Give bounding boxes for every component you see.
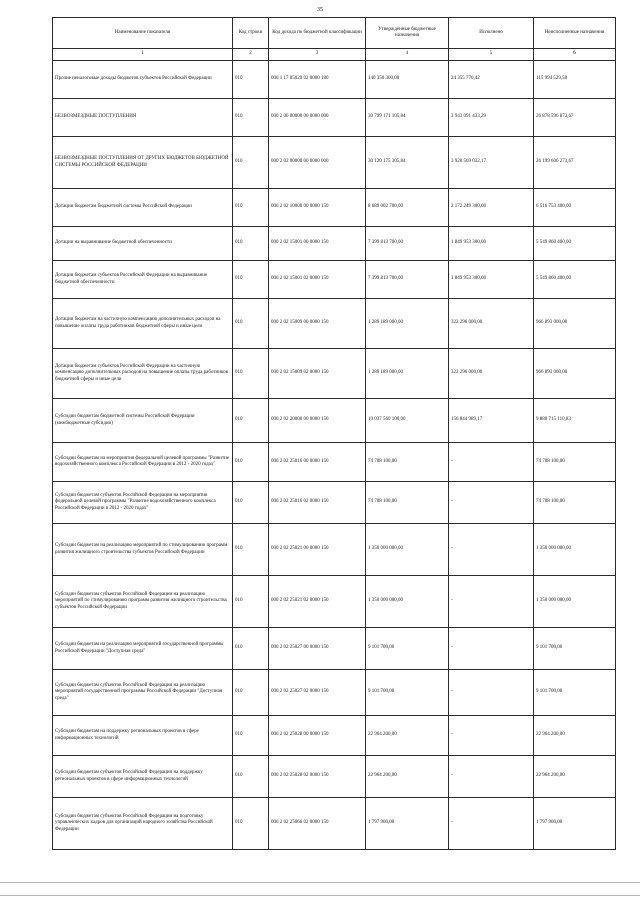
- income-code-cell: 000 2 02 25028 00 0000 150: [269, 716, 366, 756]
- income-code-cell: 000 1 17 05020 02 0000 180: [269, 61, 366, 99]
- scan-edge-line: [0, 882, 640, 883]
- executed-cell: 322 296 000,00: [449, 349, 534, 399]
- table-row: [53, 670, 616, 716]
- table-row: [53, 756, 616, 798]
- income-code-cell: 000 2 02 25027 00 0000 150: [269, 628, 366, 670]
- column-number: 2: [233, 49, 269, 61]
- approved-cell: 1 350 000 000,00: [366, 576, 449, 628]
- unexecuted-cell: 22 964 200,00: [534, 756, 616, 798]
- approved-cell: 1 289 189 000,00: [366, 299, 449, 349]
- executed-cell: -: [449, 482, 534, 524]
- unexecuted-cell: 74 708 100,00: [534, 443, 616, 482]
- line-code-cell: 010: [233, 227, 269, 261]
- approved-cell: 140 350 300,00: [366, 61, 449, 99]
- approved-cell: 9 101 700,00: [366, 670, 449, 716]
- income-code-cell: 000 2 02 25016 02 0000 150: [269, 482, 366, 524]
- indicator-name-cell: Субсидии бюджетам субъектов Российской Федерации на мероприятия федеральной целевой программы "Развитие водохозяйственного комплекса Российской Федерации в 2012 - 2020 годах": [53, 482, 233, 524]
- unexecuted-cell: 26 199 606 273,67: [534, 137, 616, 189]
- column-number: 4: [366, 49, 449, 61]
- income-code-cell: 000 2 02 15009 02 0000 150: [269, 349, 366, 399]
- unexecuted-cell: 1 350 000 000,00: [534, 576, 616, 628]
- indicator-name-cell: Дотации бюджетам субъектов Российской Федерации на частичную компенсацию дополнительных расходов на повышение оплаты труда работников бюджетной сферы и иные цели: [53, 349, 233, 399]
- column-number: 6: [534, 49, 616, 61]
- table-row: [53, 443, 616, 482]
- income-code-cell: 000 2 02 20000 00 0000 150: [269, 399, 366, 443]
- approved-cell: 30 120 175 305,84: [366, 137, 449, 189]
- table-row: [53, 524, 616, 576]
- line-code-cell: 010: [233, 189, 269, 227]
- table-row: [53, 261, 616, 299]
- header-income-code: Код дохода по бюджетной классификации: [269, 18, 366, 49]
- line-code-cell: 010: [233, 99, 269, 137]
- table-row: [53, 576, 616, 628]
- line-code-cell: 010: [233, 399, 269, 443]
- approved-cell: 74 708 100,00: [366, 482, 449, 524]
- unexecuted-cell: 115 994 529,58: [534, 61, 616, 99]
- header-unexecuted: Неисполненные назначения: [534, 18, 616, 49]
- unexecuted-cell: 9 880 715 110,83: [534, 399, 616, 443]
- line-code-cell: 010: [233, 443, 269, 482]
- income-code-cell: 000 2 02 10000 00 0000 150: [269, 189, 366, 227]
- income-code-cell: 000 2 02 15001 02 0000 150: [269, 261, 366, 299]
- indicator-name-cell: Субсидии бюджетам субъектов Российской Федерации на реализацию мероприятий государственной программы Российской Федерации "Доступная среда": [53, 670, 233, 716]
- indicator-name-cell: Субсидии бюджетам на мероприятия федеральной целевой программы "Развитие водохозяйственного комплекса Российской Федерации в 2012 - 2020 годах": [53, 443, 233, 482]
- approved-cell: 22 964 200,00: [366, 716, 449, 756]
- executed-cell: 24 355 770,42: [449, 61, 534, 99]
- income-code-cell: 000 2 02 25021 00 0000 150: [269, 524, 366, 576]
- line-code-cell: 010: [233, 798, 269, 850]
- approved-cell: 74 708 100,00: [366, 443, 449, 482]
- approved-cell: 7 399 813 700,00: [366, 227, 449, 261]
- unexecuted-cell: 5 549 860 400,00: [534, 261, 616, 299]
- indicator-name-cell: Дотации на выравнивание бюджетной обеспеченности: [53, 227, 233, 261]
- unexecuted-cell: 6 516 753 400,00: [534, 189, 616, 227]
- column-number: 3: [269, 49, 366, 61]
- indicator-name-cell: БЕЗВОЗМЕЗДНЫЕ ПОСТУПЛЕНИЯ ОТ ДРУГИХ БЮДЖЕТОВ БЮДЖЕТНОЙ СИСТЕМЫ РОССИЙСКОЙ ФЕДЕРАЦИИ: [53, 137, 233, 189]
- executed-cell: -: [449, 798, 534, 850]
- approved-cell: 1 797 900,00: [366, 798, 449, 850]
- column-number: 1: [53, 49, 233, 61]
- indicator-name-cell: Субсидии бюджетам бюджетной системы Российской Федерации (межбюджетные субсидии): [53, 399, 233, 443]
- indicator-name-cell: Субсидии бюджетам на реализацию мероприятий государственной программы Российской Федерации "Доступная среда": [53, 628, 233, 670]
- indicator-name-cell: Субсидии бюджетам субъектов Российской Федерации на реализацию мероприятий по стимулированию программ развития жилищного строительства субъектов Российской Федерации: [53, 576, 233, 628]
- executed-cell: 2 172 249 300,00: [449, 189, 534, 227]
- indicator-name-cell: БЕЗВОЗМЕЗДНЫЕ ПОСТУПЛЕНИЯ: [53, 99, 233, 137]
- executed-cell: -: [449, 716, 534, 756]
- column-number: 5: [449, 49, 534, 61]
- header-indicator-name: Наименование показателя: [53, 18, 233, 49]
- line-code-cell: 010: [233, 61, 269, 99]
- approved-cell: 1 350 000 000,00: [366, 524, 449, 576]
- unexecuted-cell: 9 101 700,00: [534, 628, 616, 670]
- table-row: [53, 61, 616, 99]
- table-row: [53, 349, 616, 399]
- unexecuted-cell: 966 893 000,00: [534, 349, 616, 399]
- line-code-cell: 010: [233, 137, 269, 189]
- line-code-cell: 010: [233, 576, 269, 628]
- indicator-name-cell: Субсидии бюджетам субъектов Российской Федерации на поддержку региональных проектов в сфере информационных технологий: [53, 756, 233, 798]
- executed-cell: -: [449, 628, 534, 670]
- executed-cell: 156 844 989,17: [449, 399, 534, 443]
- indicator-name-cell: Дотации бюджетам на частичную компенсацию дополнительных расходов на повышение оплаты труда работников бюджетной сферы и иные цели: [53, 299, 233, 349]
- income-code-cell: 000 2 02 25028 02 0000 150: [269, 756, 366, 798]
- approved-cell: 9 101 700,00: [366, 628, 449, 670]
- table-row: [53, 798, 616, 850]
- indicator-name-cell: Дотации бюджетам субъектов Российской Федерации на выравнивание бюджетной обеспеченности: [53, 261, 233, 299]
- page-number: 35: [317, 7, 323, 13]
- income-code-cell: 000 2 00 00000 00 0000 000: [269, 99, 366, 137]
- income-code-cell: 000 2 02 25021 02 0000 150: [269, 576, 366, 628]
- approved-cell: 1 289 189 000,00: [366, 349, 449, 399]
- executed-cell: -: [449, 576, 534, 628]
- approved-cell: 30 799 171 105,84: [366, 99, 449, 137]
- income-code-cell: 000 2 02 15001 00 0000 150: [269, 227, 366, 261]
- unexecuted-cell: 1 350 000 000,00: [534, 524, 616, 576]
- column-number-row: [53, 49, 616, 61]
- income-code-cell: 000 2 02 00000 00 0000 000: [269, 137, 366, 189]
- table-row: [53, 189, 616, 227]
- table-header-row: [53, 18, 616, 49]
- income-code-cell: 000 2 02 25027 02 0000 150: [269, 670, 366, 716]
- executed-cell: 1 849 953 300,00: [449, 227, 534, 261]
- income-code-cell: 000 2 02 25066 02 0000 150: [269, 798, 366, 850]
- line-code-cell: 010: [233, 299, 269, 349]
- unexecuted-cell: 22 964 200,00: [534, 716, 616, 756]
- line-code-cell: 010: [233, 349, 269, 399]
- executed-cell: -: [449, 670, 534, 716]
- unexecuted-cell: 74 708 100,00: [534, 482, 616, 524]
- header-line-code: Код строки: [233, 18, 269, 49]
- line-code-cell: 010: [233, 524, 269, 576]
- line-code-cell: 010: [233, 628, 269, 670]
- scan-edge-line: [0, 895, 640, 896]
- indicator-name-cell: Субсидии бюджетам на поддержку региональных проектов в сфере информационных технологий: [53, 716, 233, 756]
- table-row: [53, 628, 616, 670]
- indicator-name-cell: Субсидии бюджетам субъектов Российской Федерации на подготовку управленческих кадров для организаций народного хозяйства Российской Федерации: [53, 798, 233, 850]
- indicator-name-cell: Субсидии бюджетам на реализацию мероприятий по стимулированию программ развития жилищного строительства субъектов Российской Федерации: [53, 524, 233, 576]
- indicator-name-cell: Дотации бюджетам бюджетной системы Российской Федерации: [53, 189, 233, 227]
- header-approved: Утвержденные бюджетные назначения: [366, 18, 449, 49]
- line-code-cell: 010: [233, 670, 269, 716]
- approved-cell: 10 037 560 100,00: [366, 399, 449, 443]
- executed-cell: 3 943 091 433,29: [449, 99, 534, 137]
- header-executed: Исполнено: [449, 18, 534, 49]
- income-code-cell: 000 2 02 15009 00 0000 150: [269, 299, 366, 349]
- line-code-cell: 010: [233, 261, 269, 299]
- unexecuted-cell: 5 549 860 400,00: [534, 227, 616, 261]
- executed-cell: -: [449, 756, 534, 798]
- unexecuted-cell: 26 878 596 873,67: [534, 99, 616, 137]
- line-code-cell: 010: [233, 482, 269, 524]
- table-row: [53, 99, 616, 137]
- income-code-cell: 000 2 02 25016 00 0000 150: [269, 443, 366, 482]
- indicator-name-cell: Прочие неналоговые доходы бюджетов субъектов Российской Федерации: [53, 61, 233, 99]
- approved-cell: 8 689 002 700,00: [366, 189, 449, 227]
- table-row: [53, 482, 616, 524]
- executed-cell: -: [449, 443, 534, 482]
- unexecuted-cell: 9 101 700,00: [534, 670, 616, 716]
- unexecuted-cell: 1 797 900,00: [534, 798, 616, 850]
- table-row: [53, 399, 616, 443]
- table-row: [53, 716, 616, 756]
- table-row: [53, 227, 616, 261]
- table-row: [53, 299, 616, 349]
- line-code-cell: 010: [233, 756, 269, 798]
- approved-cell: 7 399 813 700,00: [366, 261, 449, 299]
- executed-cell: 1 849 953 300,00: [449, 261, 534, 299]
- executed-cell: -: [449, 524, 534, 576]
- line-code-cell: 010: [233, 716, 269, 756]
- approved-cell: 22 964 200,00: [366, 756, 449, 798]
- unexecuted-cell: 966 893 000,00: [534, 299, 616, 349]
- budget-execution-table: [52, 17, 616, 850]
- table-row: [53, 137, 616, 189]
- executed-cell: 322 296 000,00: [449, 299, 534, 349]
- executed-cell: 3 920 569 032,17: [449, 137, 534, 189]
